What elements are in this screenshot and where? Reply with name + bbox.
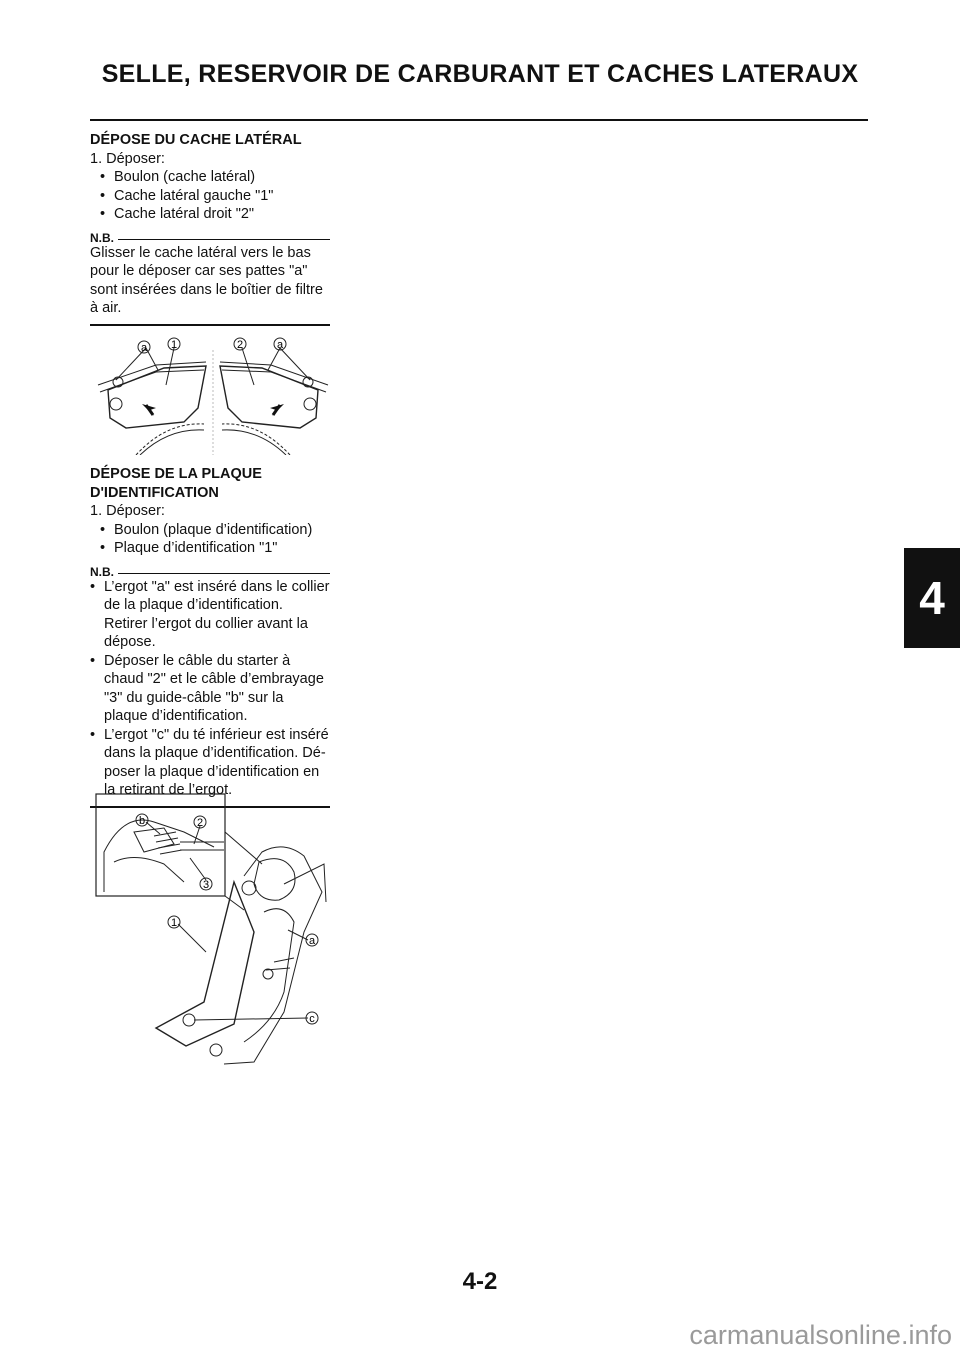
list-item: • Cache latéral gauche "1" (100, 187, 274, 204)
title-divider (90, 119, 868, 121)
callout-label: 1 (170, 339, 178, 351)
side-cover-illustration (96, 330, 330, 455)
section-side-cover (90, 131, 330, 326)
page-title: SELLE, RESERVOIR DE CARBURANT ET CACHES LATERAUX (101, 60, 859, 88)
callout-label: a (276, 339, 284, 351)
list-item: • Boulon (plaque d’identification) (100, 521, 313, 538)
note-header: N.B. (90, 566, 330, 578)
callout-label: b (138, 815, 146, 827)
callout-label: a (308, 935, 316, 947)
section-number-plate (90, 465, 330, 808)
note-header: N.B. (90, 232, 330, 244)
callout-label: 2 (196, 817, 204, 829)
step-text: 1. Déposer: (90, 150, 165, 167)
callout-label: c (309, 1013, 315, 1025)
watermark: carmanualsonline.info (689, 1320, 952, 1350)
list-item: • Boulon (cache latéral) (100, 169, 256, 185)
list-item: • Cache latéral droit "2" (100, 206, 255, 222)
chapter-tab: 4 (904, 548, 960, 648)
number-plate-illustration (94, 792, 334, 1072)
callout-label: 2 (236, 339, 244, 351)
list-item: • Plaque d’identification "1" (100, 540, 278, 556)
callout-label: 1 (170, 917, 178, 929)
section-heading: DÉPOSE DU CACHE LATÉRAL (90, 132, 302, 148)
step-text: 1. Déposer: (90, 503, 165, 519)
note-item: • L’ergot "a" est inséré dans le collier de la plaque d’identification. Retirer l’ergot du collier avant la dépose. (90, 578, 330, 650)
callout-label: a (140, 342, 148, 354)
section-heading: D'IDENTIFICATION (90, 484, 219, 501)
note-text: Glisser le cache latéral vers le bas pour le déposer car ses pattes "a" sont insérées dans le boîtier de filtre à air. (90, 244, 323, 316)
note-item: • L’ergot "c" du té inférieur est inséré dans la plaque d’identification. Dé-poser la plaque d’identification en la retirant de l’ergot. (90, 726, 329, 798)
note-divider (90, 324, 330, 326)
page-number: 4-2 (462, 1268, 498, 1295)
callout-label: 3 (202, 879, 210, 891)
section-heading: DÉPOSE DE LA PLAQUE (90, 466, 262, 482)
note-item: • Déposer le câble du starter à chaud "2" et le câble d’embrayage "3" du guide-câble "b" sur la plaque d’identification. (90, 652, 324, 724)
